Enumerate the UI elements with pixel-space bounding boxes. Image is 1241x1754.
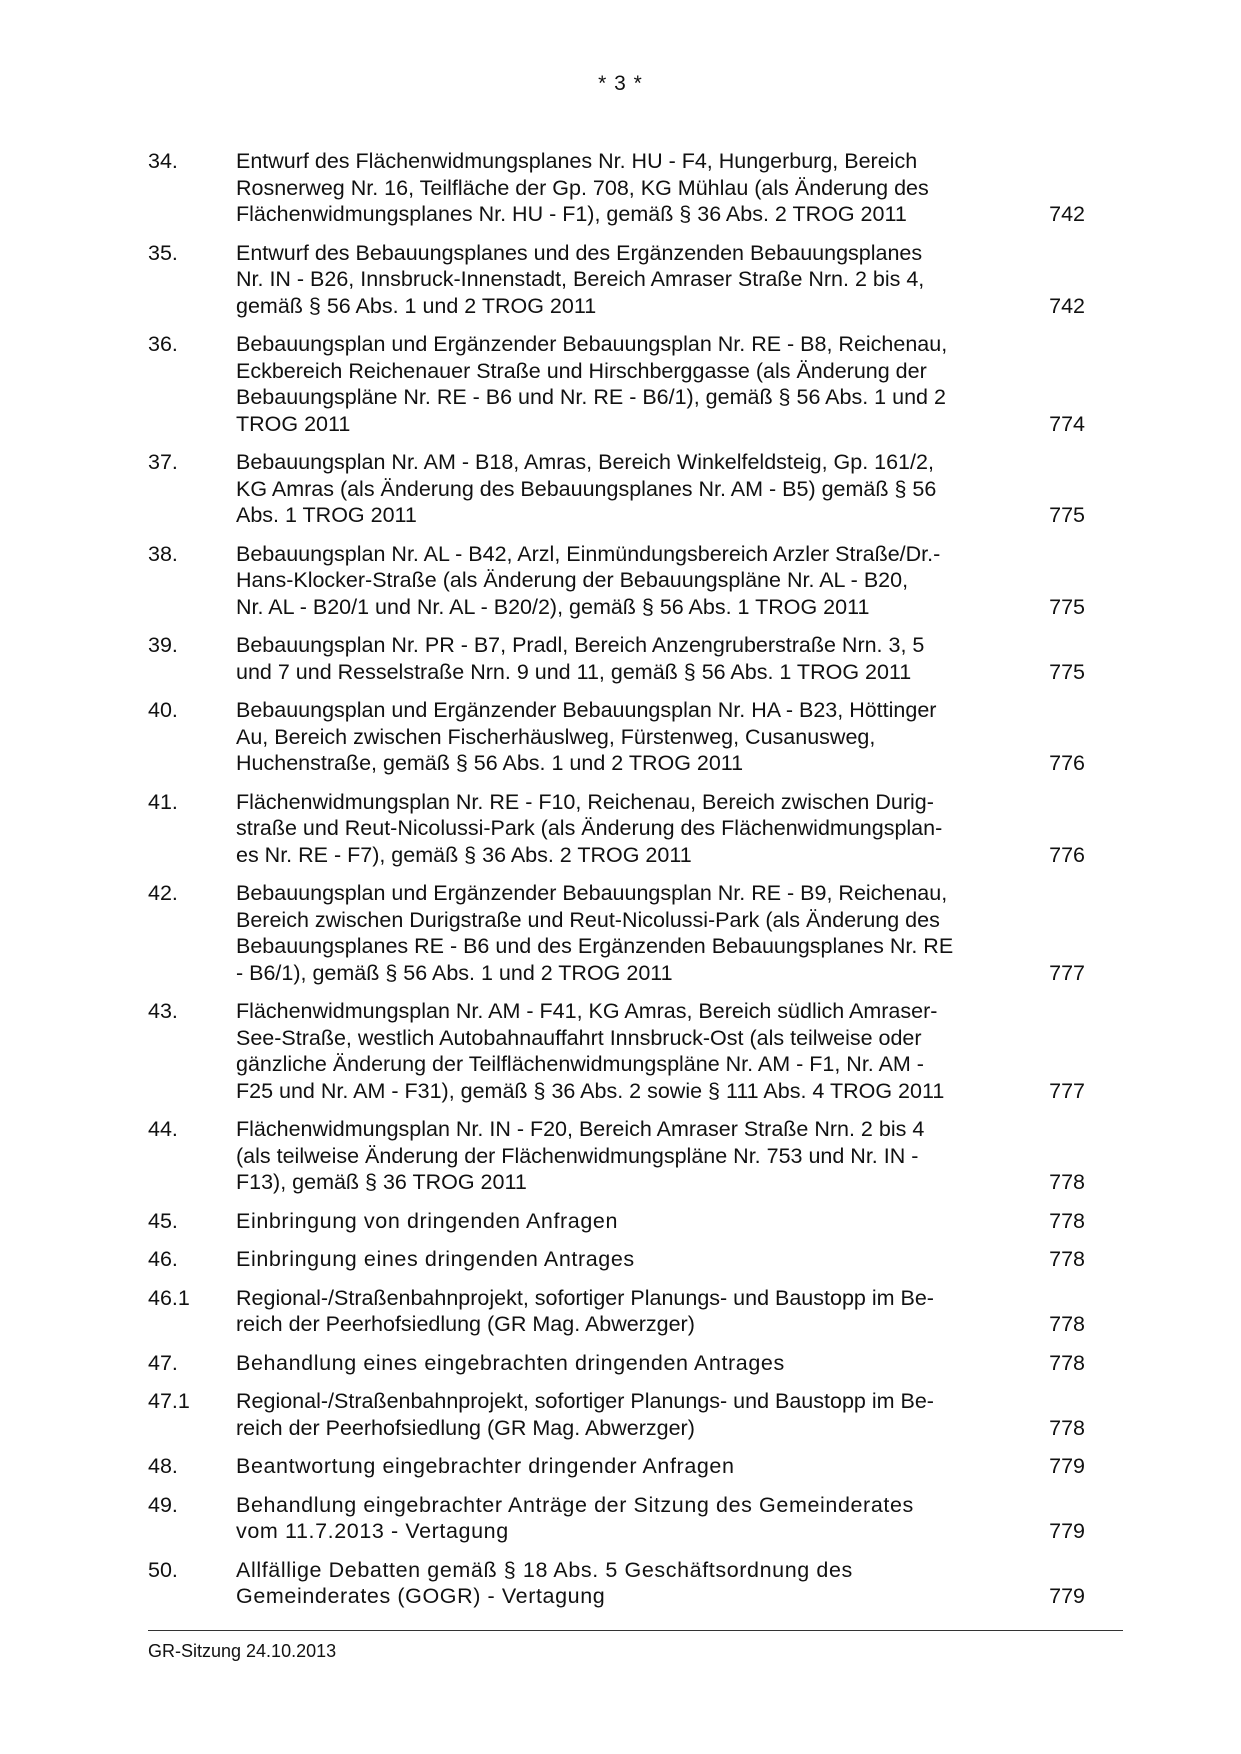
- toc-entry-title: [236, 880, 1016, 986]
- toc-entry-title-line: Regional-/Straßenbahnprojekt, sofortiger Planungs- und Baustopp im Be-: [236, 1285, 934, 1310]
- toc-entry: [148, 880, 1085, 986]
- toc-entry-title-line: Beantwortung eingebrachter dringender Anfragen: [236, 1454, 735, 1478]
- toc-entry-title: [236, 541, 1016, 621]
- toc-entry-page-number: 776: [1049, 751, 1085, 775]
- toc-entry-title-line: reich der Peerhofsiedlung (GR Mag. Abwerzger): [236, 1312, 695, 1336]
- footer-session-label: GR-Sitzung 24.10.2013: [148, 1641, 337, 1661]
- toc-entry-title-line: Bebauungsplanes RE - B6 und des Ergänzenden Bebauungsplanes Nr. RE: [236, 934, 954, 958]
- toc-entry-title-line: Einbringung von dringenden Anfragen: [236, 1208, 619, 1233]
- toc-entry-title-line: Abs. 1 TROG 2011: [236, 503, 417, 527]
- toc-entry-title: [236, 998, 1016, 1104]
- toc-entry-page-number: 779: [1049, 1454, 1085, 1478]
- toc-entry: [148, 541, 1085, 621]
- toc-entry-page-number: 774: [1049, 411, 1085, 436]
- toc-entry: [148, 1557, 1085, 1610]
- toc-entry-number: 49.: [148, 1492, 178, 1517]
- table-of-contents: [148, 148, 1085, 1622]
- toc-entry-title: [236, 1350, 1016, 1377]
- toc-entry-title-line: Allfällige Debatten gemäß § 18 Abs. 5 Geschäftsordnung des: [236, 1557, 853, 1582]
- toc-entry-title-line: KG Amras (als Änderung des Bebauungsplanes Nr. AM - B5) gemäß § 56: [236, 476, 937, 501]
- toc-entry-title-line: F25 und Nr. AM - F31), gemäß § 36 Abs. 2 sowie § 111 Abs. 4 TROG 2011: [236, 1078, 945, 1103]
- toc-entry-title-line: Bebauungsplan und Ergänzender Bebauungsplan Nr. RE - B8, Reichenau,: [236, 332, 948, 356]
- toc-entry-title-line: Behandlung eines eingebrachten dringenden Antrages: [236, 1350, 785, 1375]
- toc-entry: [148, 1246, 1085, 1273]
- toc-entry: [148, 1116, 1085, 1196]
- toc-entry-title-line: Bebauungsplan Nr. AL - B42, Arzl, Einmündungsbereich Arzler Straße/Dr.-: [236, 541, 941, 566]
- toc-entry-page-number: 775: [1049, 659, 1085, 684]
- toc-entry-title-line: Gemeinderates (GOGR) - Vertagung: [236, 1584, 606, 1608]
- toc-entry-number: 50.: [148, 1557, 178, 1582]
- toc-entry-number: 40.: [148, 698, 178, 722]
- toc-entry-title-line: Nr. AL - B20/1 und Nr. AL - B20/2), gemäß § 56 Abs. 1 TROG 2011: [236, 594, 870, 619]
- toc-entry-title-line: es Nr. RE - F7), gemäß § 36 Abs. 2 TROG 2011: [236, 842, 692, 867]
- toc-entry-title-line: Flächenwidmungsplan Nr. IN - F20, Bereich Amraser Straße Nrn. 2 bis 4: [236, 1117, 925, 1141]
- toc-entry-title: [236, 1492, 1016, 1545]
- toc-entry-title: [236, 331, 1016, 437]
- toc-entry-page-number: 778: [1049, 1415, 1085, 1440]
- toc-entry-page-number: 778: [1049, 1247, 1085, 1271]
- toc-entry-title: [236, 449, 1016, 529]
- toc-entry-title-line: F13), gemäß § 36 TROG 2011: [236, 1170, 527, 1194]
- toc-entry-title-line: Flächenwidmungsplan Nr. AM - F41, KG Amras, Bereich südlich Amraser-: [236, 999, 938, 1023]
- toc-entry-title-line: Behandlung eingebrachter Anträge der Sitzung des Gemeinderates: [236, 1492, 914, 1517]
- toc-entry-number: 44.: [148, 1117, 178, 1141]
- toc-entry-number: 36.: [148, 332, 178, 356]
- toc-entry-page-number: 777: [1049, 1078, 1085, 1103]
- toc-entry: [148, 789, 1085, 869]
- toc-entry-title-line: und 7 und Resselstraße Nrn. 9 und 11, gemäß § 56 Abs. 1 TROG 2011: [236, 659, 912, 684]
- toc-entry-title-line: Entwurf des Bebauungsplanes und des Ergänzenden Bebauungsplanes: [236, 240, 923, 265]
- toc-entry-title: [236, 1116, 1016, 1196]
- toc-entry-number: 37.: [148, 450, 178, 474]
- toc-entry-title-line: vom 11.7.2013 - Vertagung: [236, 1519, 509, 1543]
- toc-entry: [148, 331, 1085, 437]
- toc-entry-title-line: - B6/1), gemäß § 56 Abs. 1 und 2 TROG 2011: [236, 960, 673, 985]
- toc-entry-title-line: reich der Peerhofsiedlung (GR Mag. Abwerzger): [236, 1415, 695, 1440]
- toc-entry-number: 47.1: [148, 1389, 190, 1413]
- toc-entry-page-number: 776: [1049, 842, 1085, 867]
- toc-entry-title-line: Bebauungsplan und Ergänzender Bebauungsplan Nr. HA - B23, Höttinger: [236, 698, 937, 722]
- toc-entry-title-line: Flächenwidmungsplan Nr. RE - F10, Reichenau, Bereich zwischen Durig-: [236, 789, 934, 814]
- toc-entry-page-number: 777: [1049, 960, 1085, 985]
- toc-entry: [148, 697, 1085, 777]
- toc-entry-title: [236, 1557, 1016, 1610]
- toc-entry-title-line: Entwurf des Flächenwidmungsplanes Nr. HU - F4, Hungerburg, Bereich: [236, 149, 918, 173]
- toc-entry: [148, 632, 1085, 685]
- toc-entry: [148, 1388, 1085, 1441]
- toc-entry-page-number: 778: [1049, 1350, 1085, 1375]
- toc-entry-title: [236, 697, 1016, 777]
- toc-entry-number: 47.: [148, 1350, 178, 1375]
- toc-entry-page-number: 778: [1049, 1312, 1085, 1336]
- toc-entry-title-line: gänzliche Änderung der Teilflächenwidmungspläne Nr. AM - F1, Nr. AM -: [236, 1052, 924, 1076]
- toc-entry-page-number: 775: [1049, 594, 1085, 619]
- toc-entry-title-line: gemäß § 56 Abs. 1 und 2 TROG 2011: [236, 293, 597, 318]
- toc-entry-title: [236, 148, 1016, 228]
- toc-entry-title: [236, 789, 1016, 869]
- toc-entry-page-number: 742: [1049, 293, 1085, 318]
- toc-entry-title-line: Eckbereich Reichenauer Straße und Hirschberggasse (als Änderung der: [236, 358, 927, 383]
- toc-entry: [148, 1453, 1085, 1480]
- toc-entry: [148, 449, 1085, 529]
- toc-entry-title-line: Au, Bereich zwischen Fischerhäuslweg, Fürstenweg, Cusanusweg,: [236, 724, 876, 749]
- toc-entry-number: 38.: [148, 541, 178, 566]
- toc-entry: [148, 1350, 1085, 1377]
- toc-entry: [148, 998, 1085, 1104]
- toc-entry-title: [236, 1453, 1016, 1480]
- toc-entry-title: [236, 632, 1016, 685]
- footer-divider: [148, 1630, 1123, 1631]
- toc-entry: [148, 240, 1085, 320]
- toc-entry-title-line: straße und Reut-Nicolussi-Park (als Änderung des Flächenwidmungsplan-: [236, 816, 943, 840]
- page-number-header: * 3 *: [598, 72, 643, 95]
- toc-entry-title-line: Regional-/Straßenbahnprojekt, sofortiger Planungs- und Baustopp im Be-: [236, 1389, 934, 1413]
- toc-entry-number: 45.: [148, 1208, 178, 1233]
- toc-entry-number: 43.: [148, 999, 178, 1023]
- toc-entry-number: 46.1: [148, 1285, 190, 1310]
- toc-entry-title-line: Bebauungsplan Nr. PR - B7, Pradl, Bereich Anzengruberstraße Nrn. 3, 5: [236, 633, 925, 657]
- toc-entry-number: 39.: [148, 633, 178, 657]
- toc-entry-title-line: Bebauungsplan und Ergänzender Bebauungsplan Nr. RE - B9, Reichenau,: [236, 881, 948, 905]
- toc-entry: [148, 1285, 1085, 1338]
- toc-entry-title: [236, 1388, 1016, 1441]
- toc-entry-page-number: 779: [1049, 1584, 1085, 1608]
- toc-entry-title: [236, 240, 1016, 320]
- toc-entry-page-number: 778: [1049, 1208, 1085, 1233]
- toc-entry-title-line: Hans-Klocker-Straße (als Änderung der Bebauungspläne Nr. AL - B20,: [236, 568, 909, 592]
- toc-entry-page-number: 778: [1049, 1170, 1085, 1194]
- toc-entry-title-line: See-Straße, westlich Autobahnauffahrt Innsbruck-Ost (als teilweise oder: [236, 1025, 922, 1050]
- toc-entry: [148, 148, 1085, 228]
- toc-entry-title-line: Einbringung eines dringenden Antrages: [236, 1247, 635, 1271]
- toc-entry: [148, 1492, 1085, 1545]
- toc-entry-title-line: Bereich zwischen Durigstraße und Reut-Nicolussi-Park (als Änderung des: [236, 907, 940, 932]
- toc-entry-title-line: Bebauungspläne Nr. RE - B6 und Nr. RE - B6/1), gemäß § 56 Abs. 1 und 2: [236, 385, 946, 409]
- toc-entry-number: 46.: [148, 1247, 178, 1271]
- toc-entry-title: [236, 1285, 1016, 1338]
- toc-entry: [148, 1208, 1085, 1235]
- toc-entry-number: 41.: [148, 789, 178, 814]
- toc-entry-page-number: 779: [1049, 1519, 1085, 1543]
- toc-entry-number: 42.: [148, 881, 178, 905]
- toc-entry-title-line: Bebauungsplan Nr. AM - B18, Amras, Bereich Winkelfeldsteig, Gp. 161/2,: [236, 450, 934, 474]
- toc-entry-page-number: 742: [1049, 202, 1085, 226]
- toc-entry-title-line: Rosnerweg Nr. 16, Teilfläche der Gp. 708, KG Mühlau (als Änderung des: [236, 175, 929, 200]
- toc-entry-title-line: TROG 2011: [236, 411, 351, 436]
- toc-entry-title-line: Huchenstraße, gemäß § 56 Abs. 1 und 2 TROG 2011: [236, 751, 744, 775]
- toc-entry-title-line: (als teilweise Änderung der Flächenwidmungspläne Nr. 753 und Nr. IN -: [236, 1143, 919, 1168]
- toc-entry-number: 34.: [148, 149, 178, 173]
- toc-entry-title: [236, 1208, 1016, 1235]
- toc-entry-number: 48.: [148, 1454, 178, 1478]
- toc-entry-number: 35.: [148, 240, 178, 265]
- toc-entry-title: [236, 1246, 1016, 1273]
- toc-entry-title-line: Flächenwidmungsplanes Nr. HU - F1), gemäß § 36 Abs. 2 TROG 2011: [236, 202, 907, 226]
- toc-entry-title-line: Nr. IN - B26, Innsbruck-Innenstadt, Bereich Amraser Straße Nrn. 2 bis 4,: [236, 267, 925, 291]
- toc-entry-page-number: 775: [1049, 503, 1085, 527]
